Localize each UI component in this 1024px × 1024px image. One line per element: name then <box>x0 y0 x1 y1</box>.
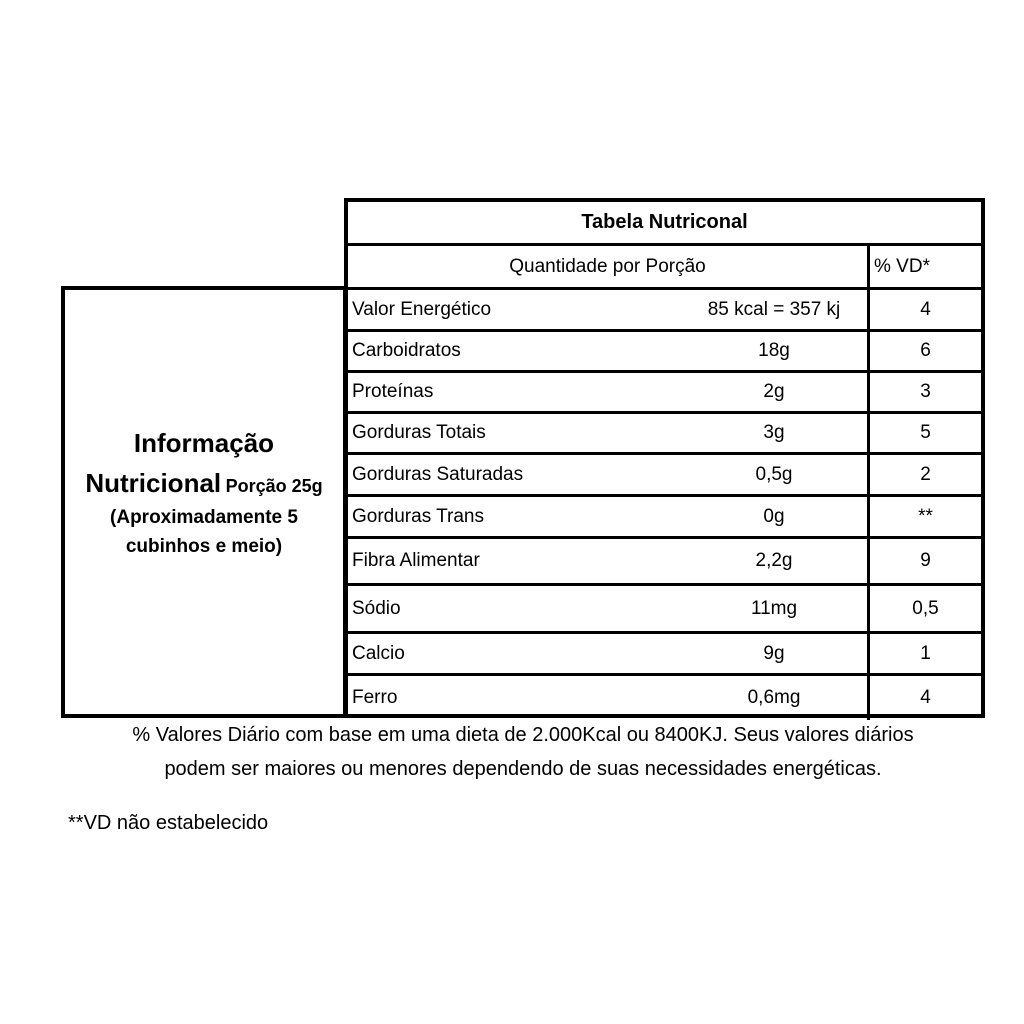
nutrient-name: Gorduras Trans <box>352 505 484 527</box>
table-row <box>348 414 981 455</box>
nutrient-name: Calcio <box>352 642 405 664</box>
nutrient-name: Carboidratos <box>352 340 461 361</box>
nutrient-name: Ferro <box>352 687 398 708</box>
table-row <box>348 497 981 539</box>
table-row <box>348 539 981 586</box>
nutrient-vd: 9 <box>867 539 981 583</box>
nutrient-amount: 0,6mg <box>747 687 801 708</box>
footnote-line-2: podem ser maiores ou menores dependendo de suas necessidades energéticas. <box>164 758 882 780</box>
nutrient-amount: 0g <box>763 505 785 527</box>
header-vd: % VD* <box>867 246 981 287</box>
nutrient-name: Fibra Alimentar <box>352 550 480 571</box>
table-row <box>348 332 981 373</box>
portion-detail-1: (Aproximadamente 5 <box>110 507 298 528</box>
footnote-dv <box>61 718 985 786</box>
nutrient-vd: 0,5 <box>867 586 981 631</box>
nutrient-vd: 4 <box>867 290 981 329</box>
nutrition-table <box>344 198 985 718</box>
nutrient-name: Sódio <box>352 597 401 619</box>
nutrient-vd: 2 <box>867 455 981 494</box>
nutrient-vd: 3 <box>867 373 981 411</box>
nutrient-name: Proteínas <box>352 381 434 402</box>
table-row <box>348 373 981 414</box>
nutrient-amount: 18g <box>758 340 790 361</box>
info-title-line2 <box>85 463 322 503</box>
table-row <box>348 290 981 332</box>
nutrient-vd: 6 <box>867 332 981 370</box>
footnote-vd-not-established: **VD não estabelecido <box>68 812 269 834</box>
nutrient-name: Valor Energético <box>352 298 492 320</box>
nutrient-vd: 1 <box>867 634 981 673</box>
nutrient-vd: 4 <box>867 676 981 720</box>
table-row <box>348 586 981 634</box>
nutrient-amount: 2g <box>763 381 785 402</box>
nutrient-amount: 9g <box>763 642 785 664</box>
nutrient-vd: 5 <box>867 414 981 452</box>
portion-label: Porção 25g <box>225 476 323 496</box>
nutrient-amount: 11mg <box>750 597 798 619</box>
table-header-row <box>348 246 981 290</box>
table-title: Tabela Nutriconal <box>581 211 748 233</box>
table-title-row <box>348 202 981 246</box>
info-title: Informação <box>133 428 275 458</box>
info-panel <box>61 286 347 718</box>
nutrient-name: Gorduras Saturadas <box>352 463 524 485</box>
portion-detail-2: cubinhos e meio) <box>125 536 283 557</box>
table-row <box>348 634 981 676</box>
footnote-line-1: % Valores Diário com base em uma dieta de 2.000Kcal ou 8400KJ. Seus valores diários <box>132 724 914 746</box>
table-row <box>348 455 981 497</box>
nutrient-amount: 85 kcal = 357 kj <box>707 298 841 320</box>
header-quantity: Quantidade por Porção <box>509 255 706 277</box>
info-text <box>85 423 322 561</box>
table-row <box>348 676 981 720</box>
nutrient-amount: 3g <box>763 422 785 443</box>
nutrient-amount: 0,5g <box>755 463 793 485</box>
nutrient-vd: ** <box>867 497 981 536</box>
info-title-nutricional: Nutricional <box>85 468 222 498</box>
nutrient-name: Gorduras Totais <box>352 422 486 443</box>
nutrient-amount: 2,2g <box>755 550 793 571</box>
